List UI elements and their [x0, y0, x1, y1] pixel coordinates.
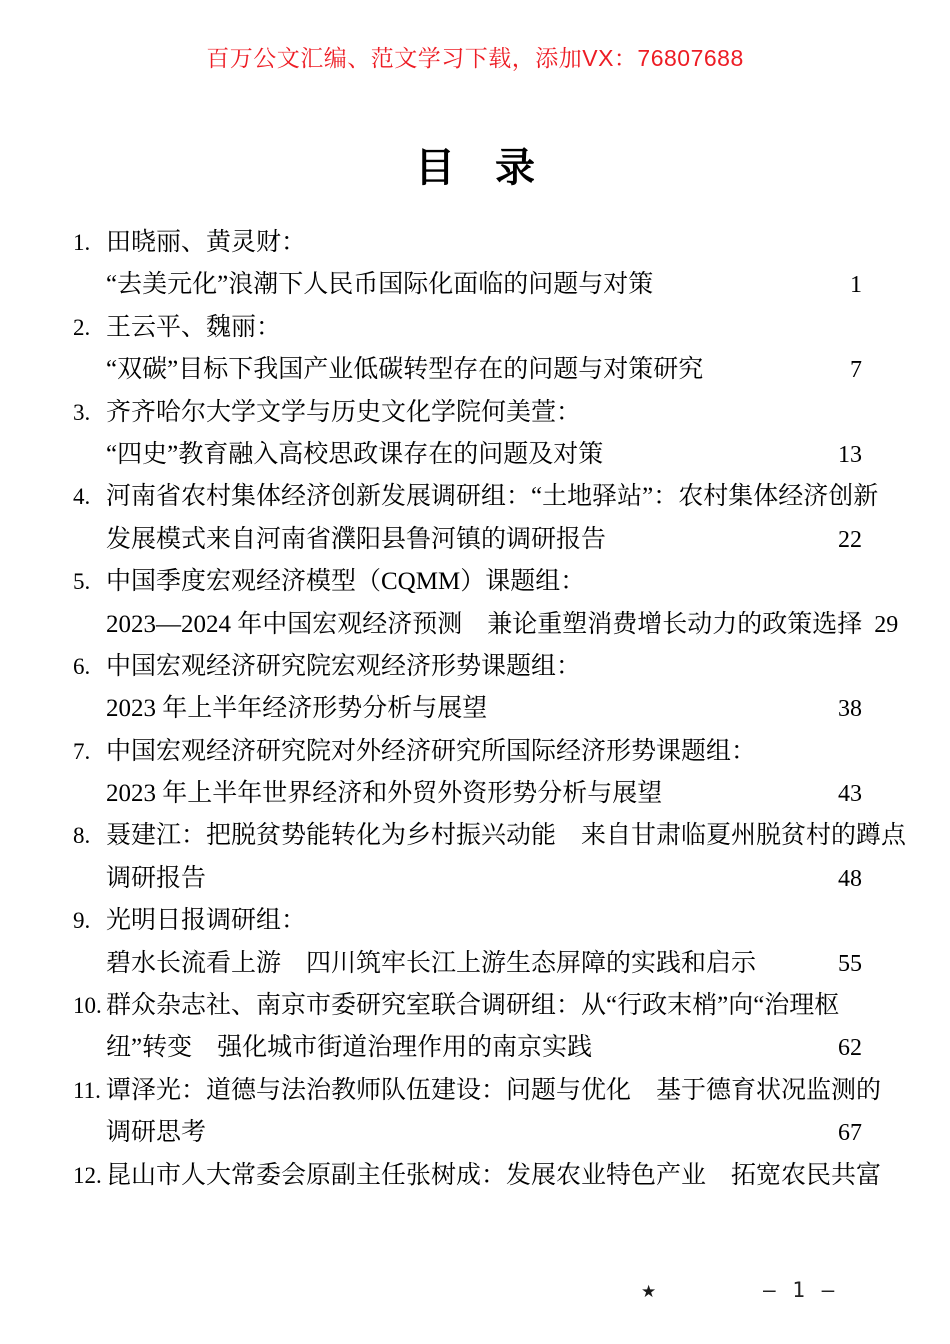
toc-entry-text: 群众杂志社、南京市委研究室联合调研组：从“行政末梢”向“治理枢 — [106, 992, 840, 1020]
toc-entry-continuation-line — [73, 1112, 862, 1154]
toc-entry-text: “四史”教育融入高校思政课存在的问题及对策 — [106, 440, 604, 468]
toc-entry-continuation-line — [73, 604, 899, 646]
toc-entry-text: “去美元化”浪潮下人民币国际化面临的问题与对策 — [106, 271, 654, 299]
toc-entry-text: 河南省农村集体经济创新发展调研组：“土地驿站”：农村集体经济创新 — [106, 483, 879, 511]
toc-entry-text: 中国宏观经济研究院对外经济研究所国际经济形势课题组： — [106, 737, 757, 765]
toc-entry-text: 王云平、魏丽： — [106, 313, 282, 341]
toc-entry-text: 昆山市人大常委会原副主任张树成：发展农业特色产业 拓宽农民共富 — [106, 1161, 882, 1189]
toc-entry-number: 10. — [73, 993, 102, 1019]
toc-entry-page: 62 — [838, 1035, 862, 1062]
toc-entry-number: 3. — [73, 399, 91, 425]
toc-entry-first-line — [73, 815, 907, 857]
toc-entry-first-line — [73, 476, 879, 518]
toc-entry-number: 5. — [73, 569, 91, 595]
toc-entry-number: 8. — [73, 823, 91, 849]
toc-entry-continuation-line — [73, 688, 862, 730]
toc-entry-number: 6. — [73, 653, 91, 679]
star-icon: ★ — [641, 1282, 657, 1302]
toc-entry-first-line — [73, 900, 862, 942]
toc-entry-number: 12. — [73, 1162, 102, 1188]
toc-entry-page: 22 — [838, 526, 862, 553]
toc-entry — [73, 815, 907, 900]
toc-entry — [73, 1070, 882, 1155]
toc-entry-page: 38 — [838, 696, 862, 723]
toc-entry-number: 7. — [73, 738, 91, 764]
toc-entry-text: 齐齐哈尔大学文学与历史文化学院何美萱： — [106, 398, 582, 426]
toc-entry-page: 43 — [838, 781, 862, 808]
toc-entry-text: 2023 年上半年经济形势分析与展望 — [106, 695, 488, 723]
toc-entry-text: 聂建江：把脱贫势能转化为乡村振兴动能 来自甘肃临夏州脱贫村的蹲点 — [106, 822, 907, 850]
toc-entry-number: 2. — [73, 314, 91, 340]
toc-entry — [73, 646, 862, 731]
toc-entry-page: 13 — [838, 441, 862, 468]
toc-entry-first-line — [73, 392, 862, 434]
toc-entry — [73, 392, 862, 477]
toc-entry-number: 9. — [73, 908, 91, 934]
toc-entry-page: 7 — [850, 357, 862, 384]
page-title: 目 录 — [415, 145, 535, 191]
toc-entry-page: 1 — [850, 272, 862, 299]
toc-entry — [73, 985, 862, 1070]
toc-entry-number: 1. — [73, 230, 91, 255]
toc-entry-text: 发展模式来自河南省濮阳县鲁河镇的调研报告 — [106, 525, 607, 553]
toc-entry-text: 中国季度宏观经济模型（CQMM）课题组： — [106, 568, 586, 596]
toc-entry-continuation-line — [73, 858, 862, 900]
toc-entry — [73, 731, 862, 816]
toc-entry — [73, 900, 862, 985]
toc-entry-text: 碧水长流看上游 四川筑牢长江上游生态屏障的实践和启示 — [106, 949, 757, 977]
toc-entry-continuation-line — [73, 943, 862, 985]
toc-entry-continuation-line — [73, 1027, 862, 1069]
toc-entry-continuation-line — [73, 349, 862, 391]
toc-entry-page: 29 — [874, 611, 899, 638]
toc-entry — [73, 561, 899, 646]
toc-entry-page: 55 — [838, 950, 862, 977]
toc-entry-text: 中国宏观经济研究院宏观经济形势课题组： — [106, 652, 582, 680]
toc-entry-continuation-line — [73, 434, 862, 476]
toc-entry-first-line — [73, 1155, 882, 1197]
toc-entry-text: 调研报告 — [106, 864, 207, 892]
promo-banner: 百万公文汇编、范文学习下载，添加VX：76807688 — [206, 45, 744, 71]
toc-entry-page: 48 — [838, 865, 862, 892]
toc-entry-first-line — [73, 646, 862, 688]
toc-entry-number: 4. — [73, 484, 91, 510]
footer-page-number: — 1 — — [763, 1278, 837, 1302]
toc-entry — [73, 476, 879, 561]
toc-entry — [73, 222, 862, 307]
toc-entry-first-line — [73, 985, 862, 1027]
toc-entry-first-line — [73, 561, 862, 603]
toc-entry-first-line — [73, 222, 862, 264]
toc-entry — [73, 1155, 882, 1197]
toc-entry-first-line — [73, 731, 862, 773]
toc-entry-number: 11. — [73, 1077, 101, 1103]
toc-entry-text: 光明日报调研组： — [106, 907, 307, 935]
toc-entry-text: 谭泽光：道德与法治教师队伍建设：问题与优化 基于德育状况监测的 — [106, 1076, 882, 1104]
toc-entry-text: 调研思考 — [106, 1119, 207, 1147]
toc-entry-text: 田晓丽、黄灵财： — [106, 229, 307, 256]
toc-entry-text: 纽”转变 强化城市街道治理作用的南京实践 — [106, 1034, 593, 1062]
toc-entry-continuation-line — [73, 264, 862, 306]
toc-entry-first-line — [73, 1070, 882, 1112]
toc-entry — [73, 307, 862, 392]
toc-entry-text: “双碳”目标下我国产业低碳转型存在的问题与对策研究 — [106, 356, 704, 384]
toc-entry-text: 2023—2024 年中国宏观经济预测 兼论重塑消费增长动力的政策选择 — [106, 610, 863, 638]
toc-list — [73, 222, 907, 1197]
toc-entry-page: 67 — [838, 1120, 862, 1147]
toc-entry-continuation-line — [73, 773, 862, 815]
toc-entry-first-line — [73, 307, 862, 349]
toc-entry-text: 2023 年上半年世界经济和外贸外资形势分析与展望 — [106, 780, 663, 808]
toc-entry-continuation-line — [73, 519, 862, 561]
